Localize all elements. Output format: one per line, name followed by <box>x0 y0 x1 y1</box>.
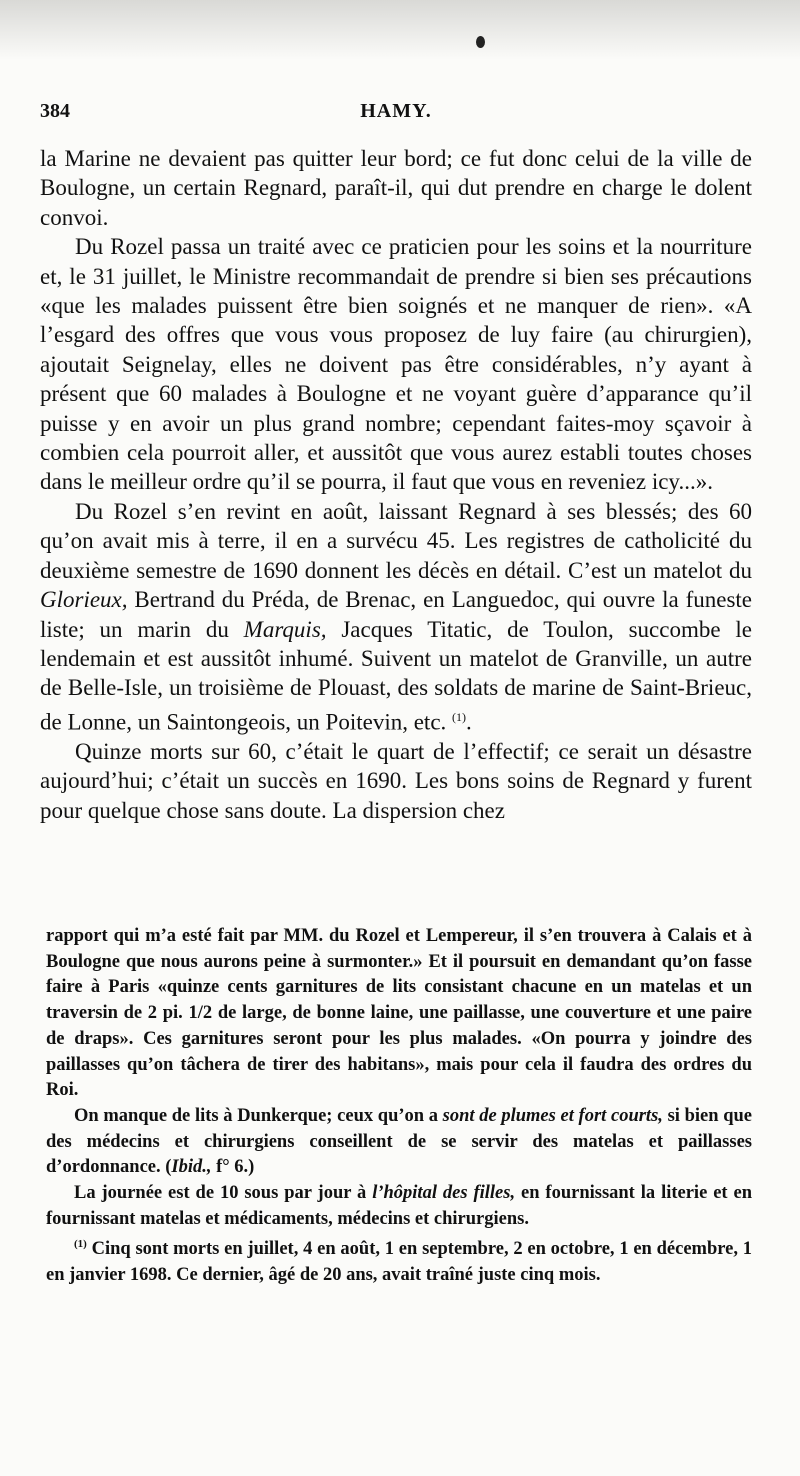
page-number: 384 <box>40 100 70 122</box>
footnote-1-text: Cinq sont morts en juillet, 4 en août, 1 en septembre, 2 en octobre, 1 en décembre, 1 en janvier 1698. Ce dernier, âgé de 20 ans, avait traîné juste cinq mois. <box>46 1239 752 1286</box>
ship-name-glorieux: Glorieux, <box>40 587 128 613</box>
ship-name-marquis: Marquis, <box>243 616 327 642</box>
main-text <box>40 144 752 825</box>
paragraph-4: Quinze morts sur 60, c’était le quart de l’effectif; ce serait un désastre aujourd’hui; c’était un succès en 1690. Les bons soins de Regnard y furent pour quelque chose sans doute. La dispersion chez <box>40 738 752 823</box>
footnote-journee-text-a: La journée est de 10 sous par jour à <box>74 1183 373 1204</box>
footnote-ref: (1) <box>452 709 467 724</box>
footnote-journee <box>46 1181 752 1232</box>
paragraph-1: la Marine ne devaient pas quitter leur bord; ce fut donc celui de la ville de Boulogne, un certain Regnard, paraît-il, qui dut prendre en charge le dolent convoi. <box>40 146 752 230</box>
footnote-journee-text-b: en fournissant la literie et en fournissant matelas et médicaments, médecins et chirurgiens. <box>46 1183 752 1229</box>
paragraph-3-text-a: Du Rozel s’en revint en août, laissant Regnard à ses blessés; des 60 qu’on avait mis à terre, il en a survécu 45. Les registres de catholicité du deuxième semestre de 1690 donnent les décès en détail. C’est un matelot du <box>40 498 752 583</box>
paragraph-3-text-b: Bertrand du Préda, de Brenac, en Languedoc, qui ouvre la funeste liste; un marin du <box>40 587 752 642</box>
footnote-journee-italic: l’hôpital des filles, <box>372 1183 516 1204</box>
page-top-edge <box>0 0 800 60</box>
paragraph-3 <box>40 497 752 737</box>
paragraph-3-text-d: . <box>466 709 472 735</box>
footnote-lits-italic-1: sont de plumes et fort courts, <box>442 1105 663 1126</box>
footnote-lits-text-c: f° 6.) <box>211 1157 255 1178</box>
paragraph-2: Du Rozel passa un traité avec ce praticien pour les soins et la nourriture et, le 31 juillet, le Ministre recommandait de prendre si bien ses précautions «que les malades puissent être bien soignés et ne manquer de rien». «A l’esgard des offres que vous vous proposez de luy faire (au chirurgien), ajoutait Seignelay, elles ne doivent pas être considérables, n’y ayant à présent que 60 malades à Boulogne et ne voyant guère d’apparance qu’il puisse y en avoir un plus grand nombre; cependant faites-moy sçavoir à combien cela pourroit aller, et aussitôt que vous aurez establi toutes choses dans le meilleur ordre qu’il se pourra, il faut que vous en reveniez icy...». <box>40 234 752 495</box>
footnote-continued: rapport qui m’a esté fait par MM. du Rozel et Lempereur, il s’en trouvera à Calais et à Boulogne que nous aurons peine à surmonter.» Et il poursuit en demandant qu’on fasse faire à Paris «quinze cents garnitures de lits consistant chacune en un matelas et un traversin de 2 pi. 1/2 de large, de bonne laine, une paillasse, une couverture et une paire de draps». Ces garnitures seront pour les plus malades. «On pourra y joindre des paillasses qu’on tâchera de tirer des habitans», mais pour cela il faudra des ordres du Roi. <box>46 926 752 1101</box>
footnote-lits-text-a: On manque de lits à Dunkerque; ceux qu’on a <box>74 1105 443 1126</box>
footnote-1 <box>46 1232 752 1289</box>
footnotes <box>46 924 752 1289</box>
running-head <box>40 100 752 130</box>
ink-mark <box>476 36 485 48</box>
paragraph-3-text-c: Jacques Titatic, de Toulon, succombe le lendemain et est aussitôt inhumé. Suivent un matelot de Granville, un autre de Belle-Isle, un troisième de Plouast, des soldats de marine de Saint-Brieuc, de Lonne, un Saintongeois, un Poitevin, etc. <box>40 616 752 735</box>
footnote-lits <box>46 1104 752 1181</box>
footnote-lits-text-b: si bien que des médecins et chirurgiens conseillent de se servir des matelas et paillasses d’ordonnance. ( <box>46 1105 752 1178</box>
footnote-1-marker: (1) <box>74 1238 87 1251</box>
running-title: HAMY. <box>360 100 432 122</box>
footnote-lits-italic-2: Ibid., <box>171 1157 212 1178</box>
